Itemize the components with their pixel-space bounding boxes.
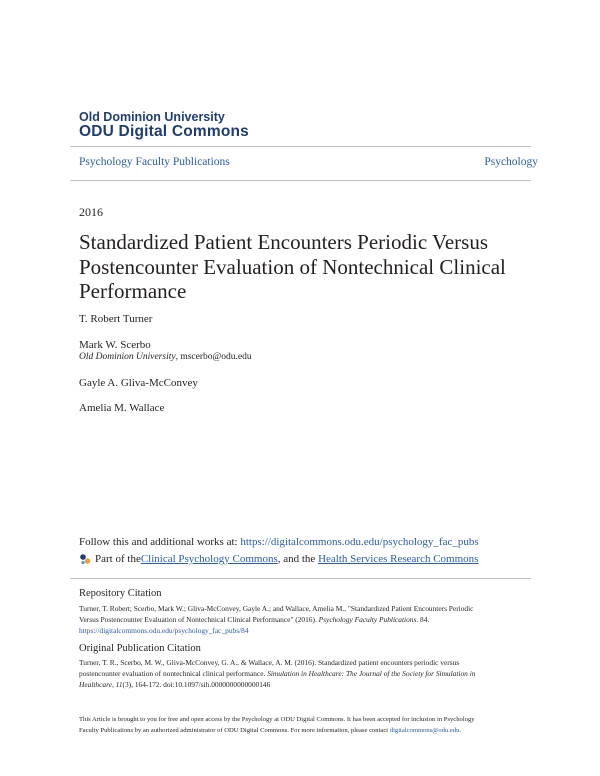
- citation-text: postencounter evaluation of nontechnical clinical performance.: [79, 669, 268, 678]
- article-title: [79, 230, 539, 304]
- header-divider: [70, 146, 531, 147]
- repository-citation-heading: Repository Citation: [79, 588, 162, 599]
- university-name: Old Dominion University: [79, 110, 225, 124]
- collection-url-link[interactable]: https://digitalcommons.odu.edu/psychology_fac_pubs: [240, 536, 479, 548]
- network-commons-icon: [79, 553, 91, 565]
- citation-line: Turner, T. R., Scerbo, M. W., Gliva-McConvey, G. A., & Wallace, A. M. (2016). Standardized patient encounters periodic versus: [79, 658, 460, 667]
- citation-number: . 84.: [416, 615, 430, 624]
- part-of-middle: , and the: [277, 553, 319, 565]
- title-line: Standardized Patient Encounters Periodic Versus: [79, 230, 489, 254]
- citation-line: [79, 614, 525, 625]
- health-services-research-commons-link[interactable]: Health Services Research Commons: [318, 553, 479, 565]
- department-link[interactable]: Psychology: [484, 156, 538, 168]
- citation-doi: (3), 164-172. doi:10.1097/sih.0000000000000146: [122, 680, 271, 689]
- journal-volume: Healthcare, 11: [79, 680, 123, 689]
- author-name: T. Robert Turner: [79, 313, 153, 325]
- citation-line: Turner, T. Robert; Scerbo, Mark W.; Gliva-McConvey, Gayle A.; and Wallace, Amelia M., "Standardized Patient Encounters Periodic: [79, 604, 474, 613]
- publication-year: 2016: [79, 205, 103, 219]
- repository-citation-body: [79, 603, 525, 636]
- original-citation-heading: Original Publication Citation: [79, 643, 201, 654]
- journal-name: Simulation in Healthcare: The Journal of the Society for Simulation in: [267, 669, 476, 678]
- part-of-prefix: Part of the: [95, 553, 141, 565]
- notice-line: This Article is brought to you for free and open access by the Psychology at ODU Digital Commons. It has been accepted for inclusion in Psychology: [79, 716, 475, 723]
- citation-line: [79, 679, 525, 690]
- collection-link[interactable]: Psychology Faculty Publications: [79, 156, 230, 168]
- affiliation-email: , mscerbo@odu.edu: [175, 352, 252, 362]
- follow-line: [79, 536, 479, 548]
- title-line: Postencounter Evaluation of Nontechnical Clinical: [79, 254, 506, 279]
- notice-text: Faculty Publications by an authorized administrator of ODU Digital Commons. For more information, please contact: [79, 727, 390, 734]
- repository-name[interactable]: ODU Digital Commons: [79, 123, 250, 140]
- notice-line: [79, 725, 531, 736]
- original-citation-body: [79, 657, 525, 690]
- citation-url-link[interactable]: https://digitalcommons.odu.edu/psychology_fac_pubs/84: [79, 626, 249, 635]
- citation-line: [79, 668, 525, 679]
- part-of-line: [79, 553, 478, 565]
- author-name: Gayle A. Gliva-McConvey: [79, 377, 198, 389]
- contact-email-link[interactable]: digitalcommons@odu.edu: [389, 727, 460, 734]
- title-line: Performance: [79, 279, 187, 303]
- affiliation-institution: Old Dominion University: [79, 352, 176, 362]
- follow-prefix: Follow this and additional works at:: [79, 536, 241, 548]
- clinical-psychology-commons-link[interactable]: Clinical Psychology Commons: [140, 553, 278, 565]
- notice-period: .: [459, 727, 462, 734]
- citation-series: Psychology Faculty Publications: [318, 615, 417, 624]
- citation-divider: [70, 578, 531, 579]
- author-affiliation: [79, 352, 252, 362]
- author-name: Amelia M. Wallace: [79, 402, 165, 414]
- access-notice: [79, 714, 531, 736]
- citation-text: Versus Postencounter Evaluation of Nontechnical Clinical Performance" (2016).: [79, 615, 319, 624]
- author-name: Mark W. Scerbo: [79, 339, 151, 351]
- collections-divider: [70, 180, 531, 181]
